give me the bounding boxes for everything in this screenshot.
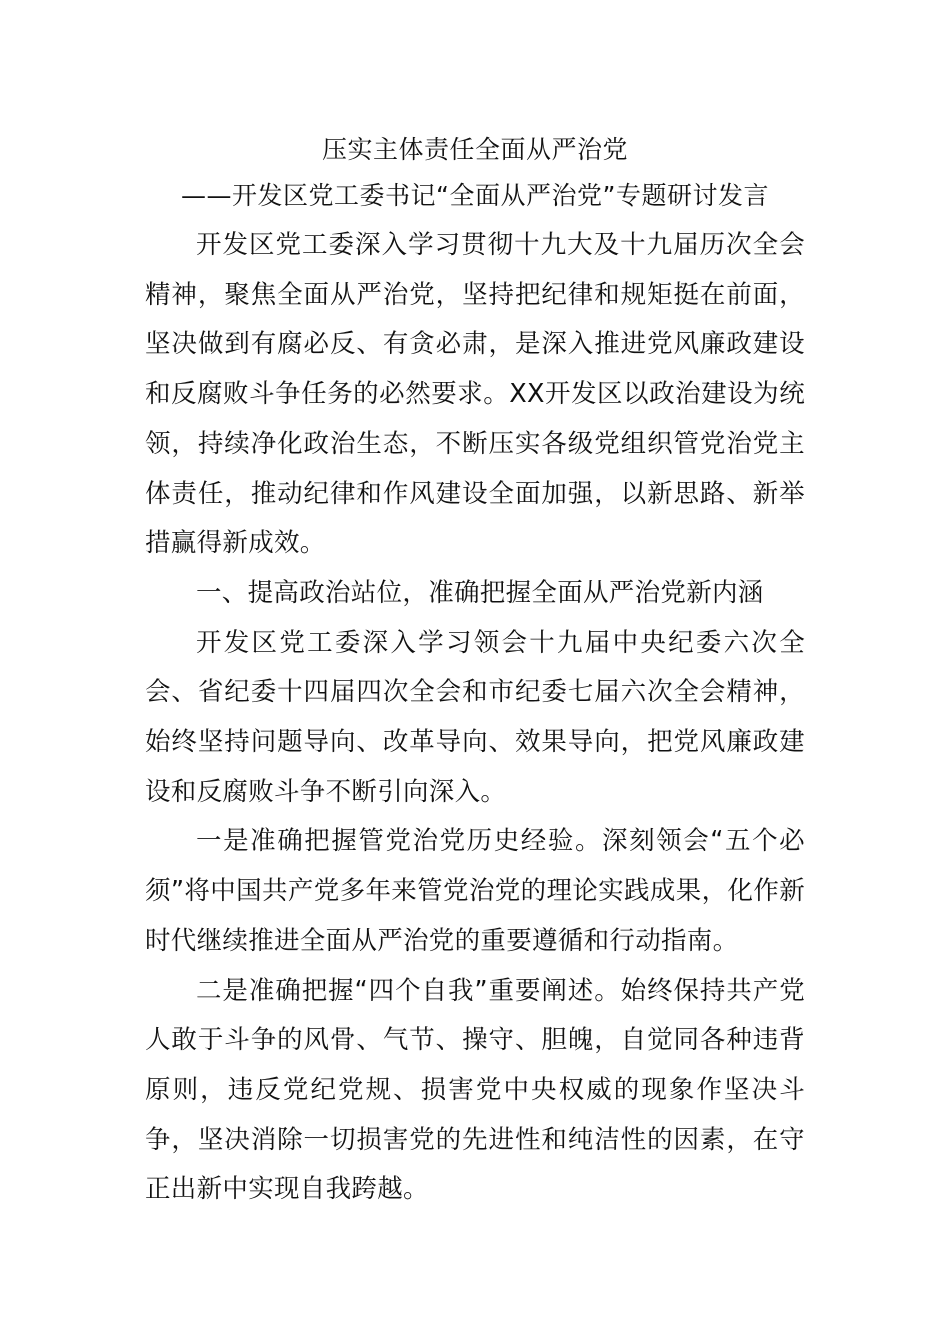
paragraph-section-1: 开发区党工委深入学习领会十九届中央纪委六次全会、省纪委十四届四次全会和市纪委七届六次全会精神，始终坚持问题导向、改革导向、效果导向，把党风廉政建设和反腐败斗争不断引向深入。: [145, 627, 805, 807]
document-body: [145, 127, 805, 1215]
document-subtitle: ——开发区党工委书记“全面从严治党”专题研讨发言: [181, 181, 769, 210]
section-heading-1: 一、提高政治站位，准确把握全面从严治党新内涵: [196, 577, 764, 608]
paragraph-point-2: 二是准确把握“四个自我”重要阐述。始终保持共产党人敢于斗争的风骨、气节、操守、胆魄，自觉同各种违背原则，违反党纪党规、损害党中央权威的现象作坚决斗争，坚决消除一切损害党的先进性和纯洁性的因素，在守正出新中实现自我跨越。: [145, 975, 805, 1205]
paragraph-intro: 开发区党工委深入学习贯彻十九大及十九届历次全会精神，聚焦全面从严治党，坚持把纪律和规矩挺在前面，坚决做到有腐必反、有贪必肃，是深入推进党风廉政建设和反腐败斗争任务的必然要求。XX开发区以政治建设为统领，持续净化政治生态，不断压实各级党组织管党治党主体责任，推动纪律和作风建设全面加强，以新思路、新举措赢得新成效。: [145, 230, 805, 559]
paragraph-point-1: 一是准确把握管党治党历史经验。深刻领会“五个必须”将中国共产党多年来管党治党的理论实践成果，化作新时代继续推进全面从严治党的重要遵循和行动指南。: [145, 826, 805, 956]
document-title: 压实主体责任全面从严治党: [321, 135, 628, 164]
